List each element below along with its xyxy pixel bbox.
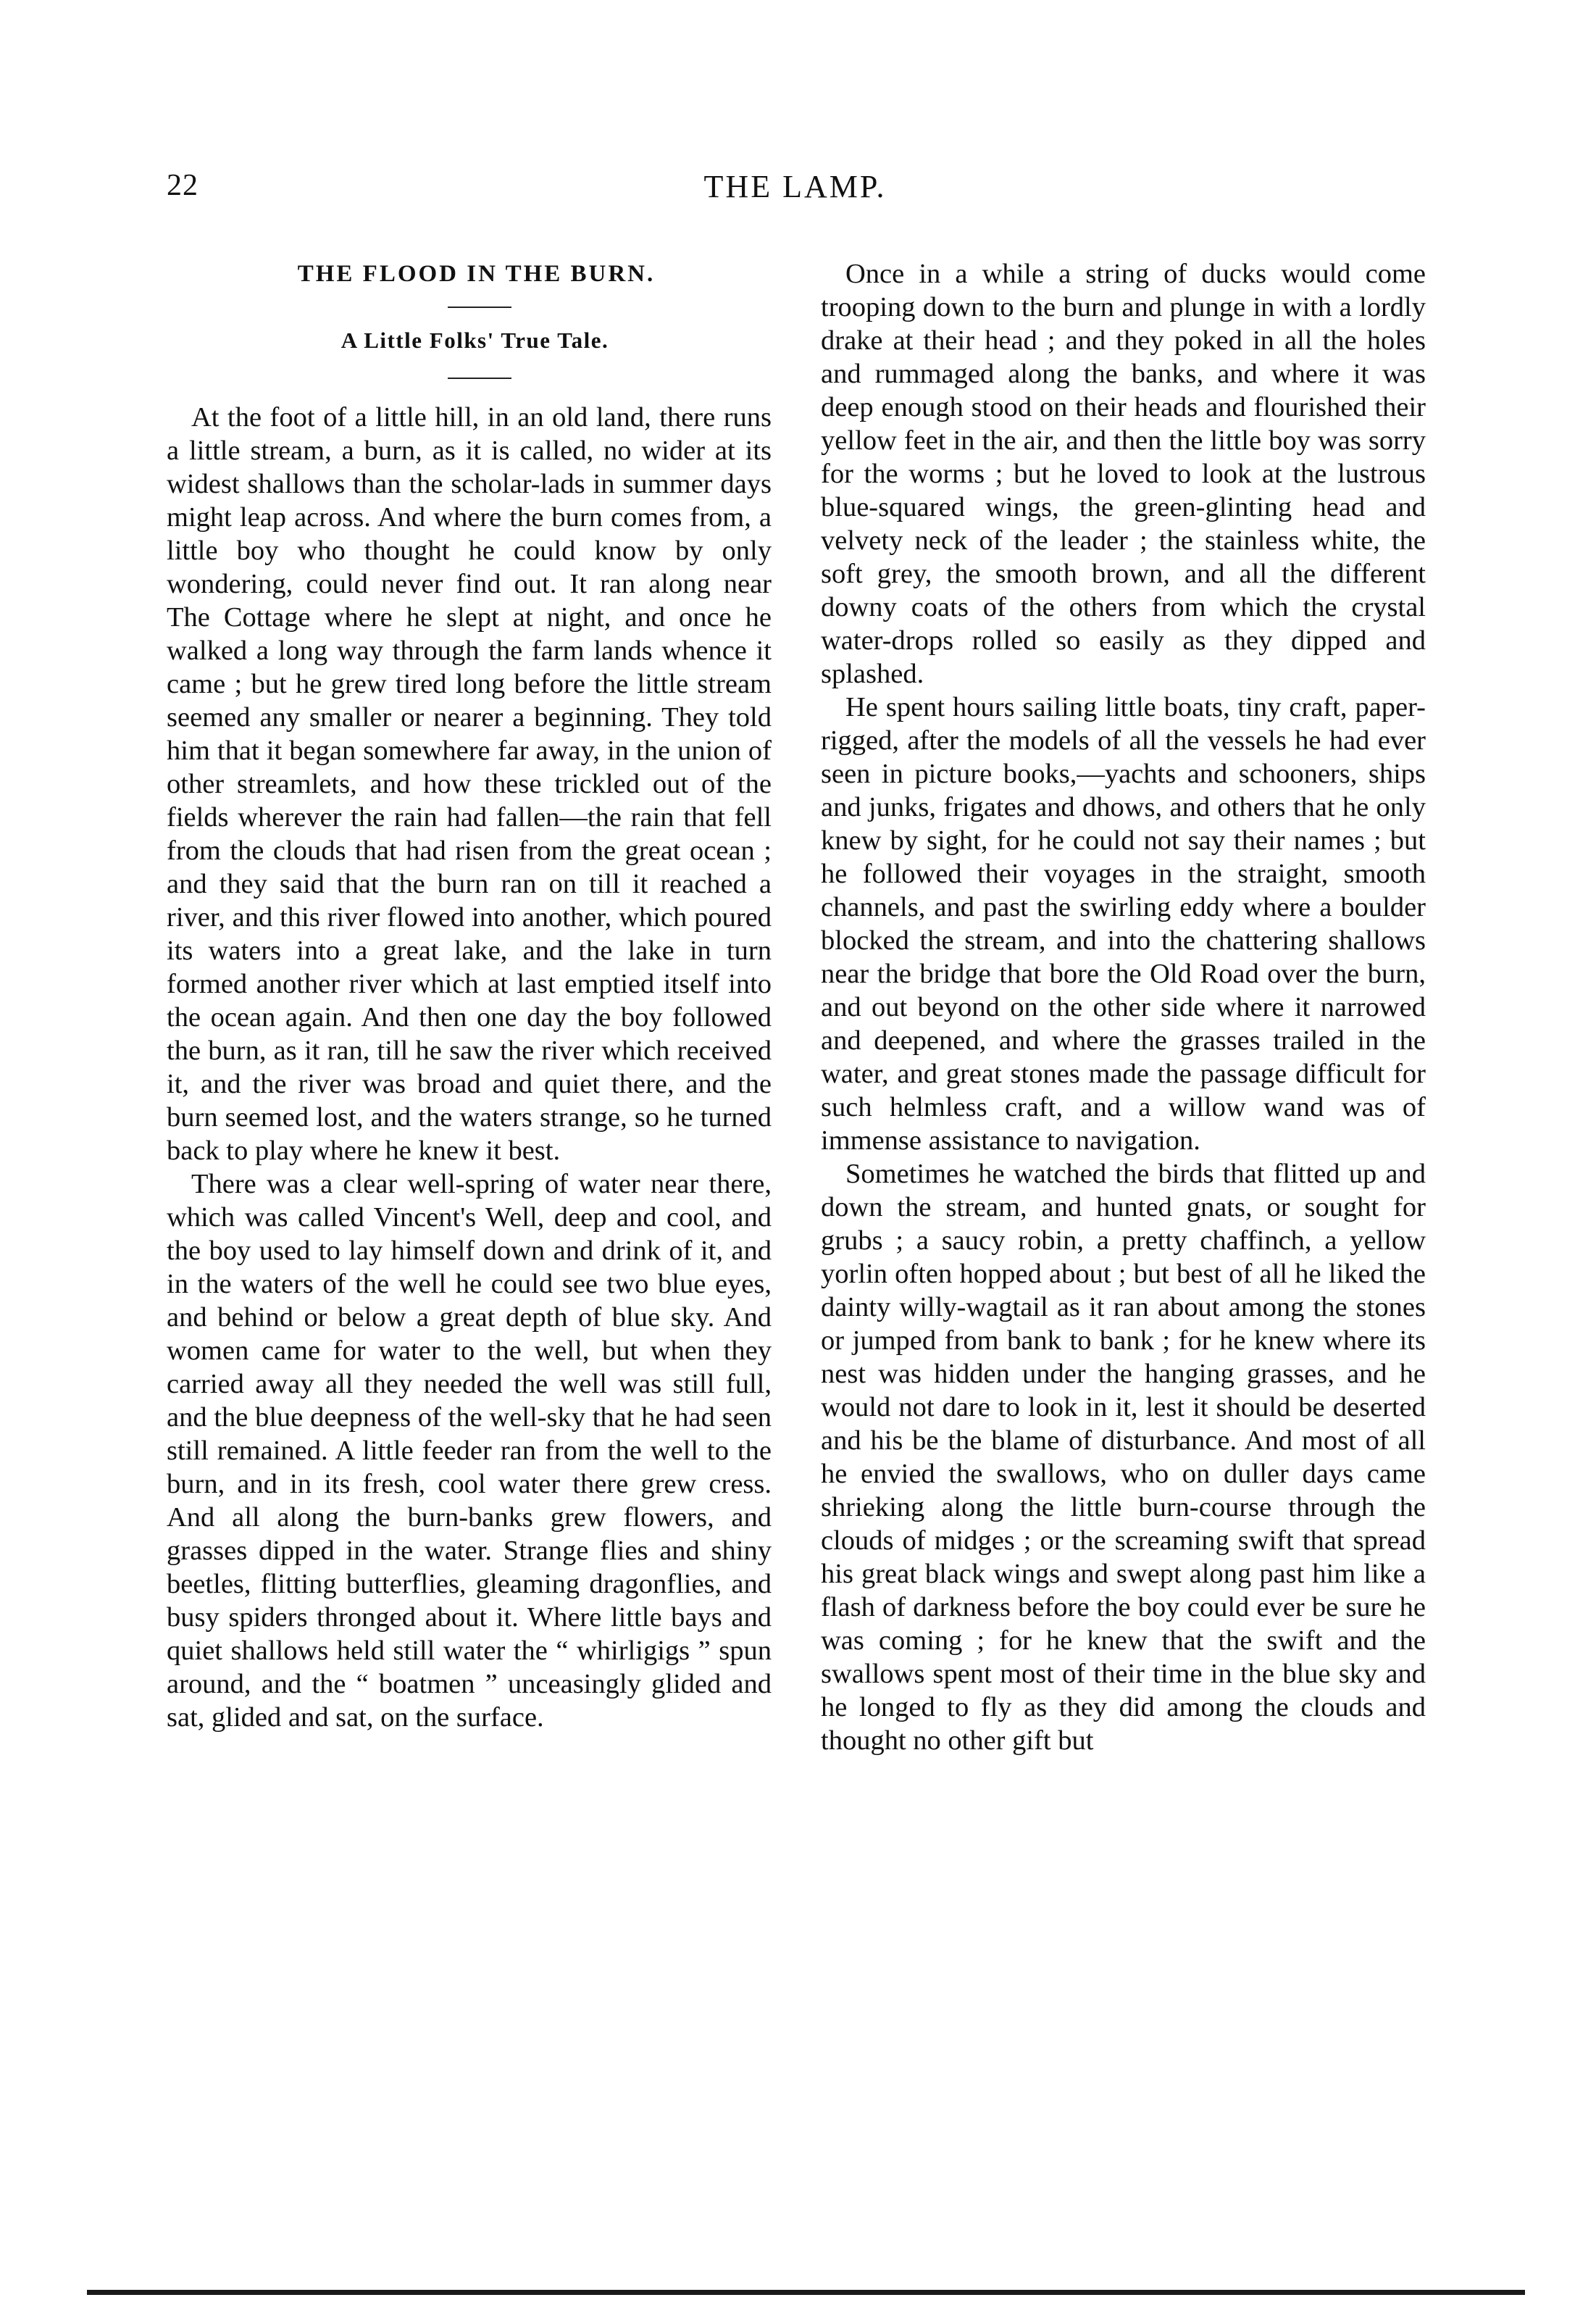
left-column <box>167 257 772 1734</box>
title-divider <box>448 307 511 308</box>
page-header <box>167 168 1424 219</box>
article-subtitle: A Little Folks' True Tale. <box>340 328 609 353</box>
article-title: THE FLOOD IN THE BURN. <box>297 261 656 287</box>
running-title: THE LAMP. <box>703 169 887 204</box>
bottom-border-rule <box>87 2290 1525 2295</box>
right-column <box>821 257 1426 1757</box>
paragraph-2: There was a clear well-spring of water near there, which was called Vincent's Well, deep and cool, and the boy used to lay himself down and drink of it, and in the waters of the well he could see two blue eyes, and behind or below a great depth of blue sky. And women came for water to the well, but when they carried away all they needed the well was still full, and the blue deepness of the well-sky that he had seen still remained. A little feeder ran from the well to the burn, and in its fresh, cool water there grew cress. And all along the burn-banks grew flowers, and grasses dipped in the water. Strange flies and shiny beetles, flitting butterflies, gleaming dragonflies, and busy spiders thronged about it. Where little bays and quiet shallows held still water the “ whirligigs ” spun around, and the “ boatmen ” unceasingly glided and sat, glided and sat, on the surface. <box>167 1169 772 1733</box>
page-number: 22 <box>167 169 199 202</box>
paragraph-5: Sometimes he watched the birds that flitted up and down the stream, and hunted gnats, or sought for grubs ; a saucy robin, a pretty chaffinch, a yellow yorlin often hopped about ; but best of all he liked the dainty willy-wagtail as it ran about among the stones or jumped from bank to bank ; for he knew where its nest was hidden under the hanging grasses, and he would not dare to look in it, lest it should be deserted and his be the blame of disturbance. And most of all he envied the swallows, who on duller days came shrieking along the little burn-course through the clouds of midges ; or the screaming swift that spread his great black wings and swept along past him like a flash of darkness before the boy could ever be sure he was coming ; for he knew that the swift and the swallows spent most of their time in the blue sky and he longed to fly as they did among the clouds and thought no other gift but <box>821 1159 1426 1756</box>
paragraph-4: He spent hours sailing little boats, tiny craft, paper-rigged, after the models of all the vessels he had ever seen in picture books,—yachts and schooners, ships and junks, frigates and dhows, and others that he only knew by sight, for he could not say their names ; but he followed their voyages in the straight, smooth channels, and past the swirling eddy where a boulder blocked the stream, and into the chattering shallows near the bridge that bore the Old Road over the burn, and out beyond on the other side where it narrowed and deepened, and where the grasses trailed in the water, and great stones made the passage difficult for such helmless craft, and a willow wand was of immense assistance to navigation. <box>821 692 1426 1156</box>
paragraph-1: At the foot of a little hill, in an old land, there runs a little stream, a burn, as it is called, no wider at its widest shallows than the scholar-lads in summer days might leap across. And where the burn comes from, a little boy who thought he could know by only wondering, could never find out. It ran along near The Cottage where he slept at night, and once he walked a long way through the farm lands whence it came ; but he grew tired long before the little stream seemed any smaller or nearer a beginning. They told him that it began somewhere far away, in the union of other streamlets, and how these trickled out of the fields wherever the rain had fallen—the rain that fell from the clouds that had risen from the great ocean ; and they said that the burn ran on till it reached a river, and this river flowed into another, which poured its waters into a great lake, and the lake in turn formed another river which at last emptied itself into the ocean again. And then one day the boy followed the burn, as it ran, till he saw the river which received it, and the river was broad and quiet there, and the burn seemed lost, and the waters strange, so he turned back to play where he knew it best. <box>167 402 772 1166</box>
paragraph-3: Once in a while a string of ducks would come trooping down to the burn and plunge in with a lordly drake at their head ; and they poked in all the holes and rummaged along the banks, and where it was deep enough stood on their heads and flourished their yellow feet in the air, and then the little boy was sorry for the worms ; but he loved to look at the lustrous blue-squared wings, the green-glinting head and velvety neck of the leader ; the stainless white, the soft grey, the smooth brown, and all the different downy coats of the others from which the crystal water-drops rolled so easily as they dipped and splashed. <box>821 259 1426 689</box>
subtitle-divider <box>448 378 511 379</box>
